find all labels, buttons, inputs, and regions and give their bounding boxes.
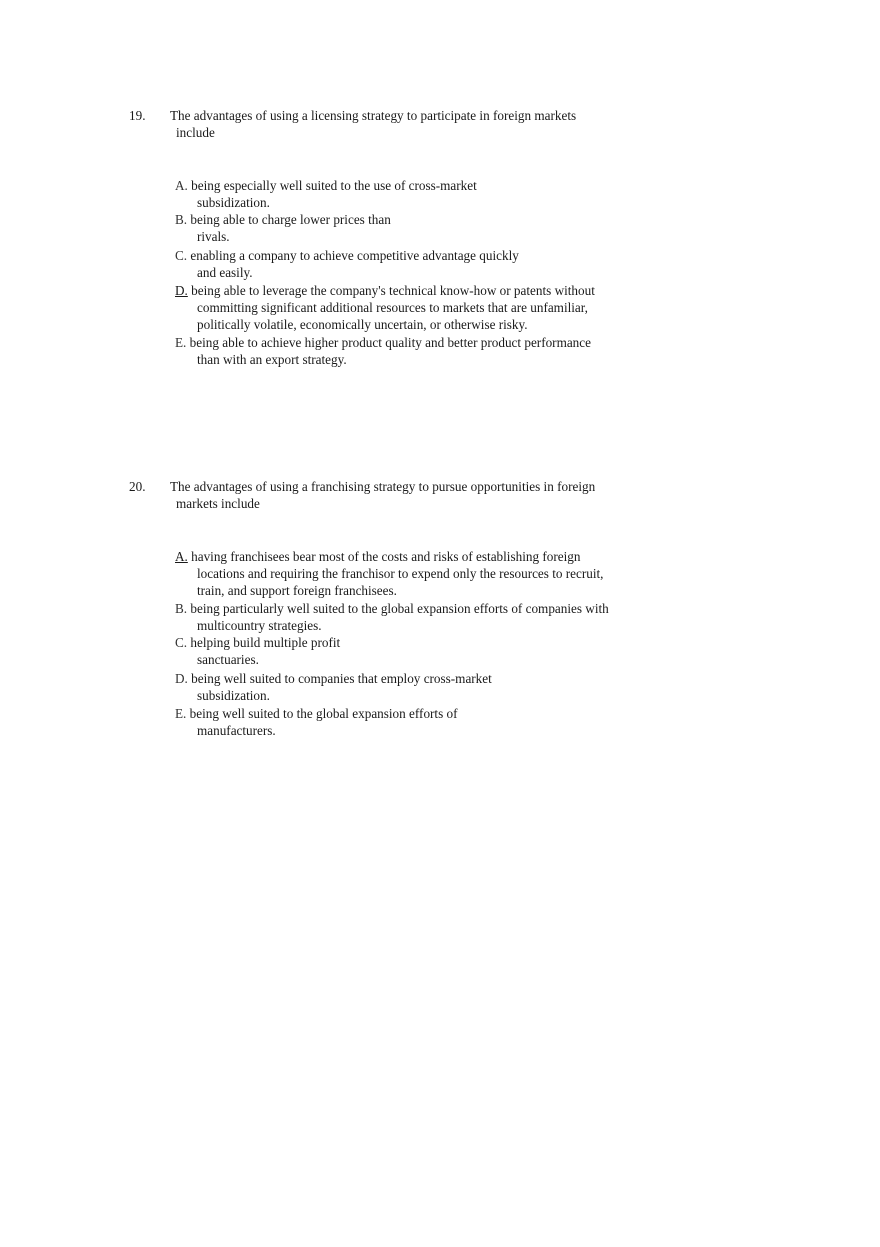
- option-letter-correct: A.: [175, 549, 188, 564]
- option-19-d[interactable]: [175, 282, 665, 333]
- option-20-d[interactable]: [175, 670, 665, 704]
- option-letter: E.: [175, 706, 187, 721]
- option-letter: A.: [175, 178, 188, 193]
- option-text: enabling a company to achieve competitive advantage quickly: [190, 248, 519, 263]
- option-text: being particularly well suited to the global expansion efforts of companies with: [190, 601, 609, 616]
- option-text: train, and support foreign franchisees.: [197, 583, 397, 598]
- option-19-b[interactable]: [175, 211, 665, 245]
- option-text: manufacturers.: [197, 723, 276, 738]
- option-letter: B.: [175, 212, 188, 227]
- option-text: rivals.: [197, 229, 230, 244]
- stem-line: include: [176, 125, 215, 140]
- option-letter: C.: [175, 248, 188, 263]
- option-20-e[interactable]: [175, 705, 665, 739]
- option-letter: B.: [175, 601, 188, 616]
- question-stem: [170, 478, 640, 512]
- option-text: sanctuaries.: [197, 652, 259, 667]
- option-letter: D.: [175, 671, 188, 686]
- question-number: 19.: [129, 108, 146, 123]
- option-text: being able to leverage the company's technical know-how or patents without: [191, 283, 595, 298]
- option-text: politically volatile, economically uncertain, or otherwise risky.: [197, 317, 528, 332]
- option-19-c[interactable]: [175, 247, 665, 281]
- option-text: being especially well suited to the use of cross-market: [191, 178, 477, 193]
- option-20-c[interactable]: [175, 634, 665, 668]
- option-text: helping build multiple profit: [190, 635, 341, 650]
- option-20-b[interactable]: [175, 600, 665, 634]
- stem-line: The advantages of using a franchising strategy to pursue opportunities in foreign: [170, 479, 596, 494]
- option-letter-correct: D.: [175, 283, 188, 298]
- option-letter: E.: [175, 335, 187, 350]
- option-19-e[interactable]: [175, 334, 665, 368]
- option-text: subsidization.: [197, 195, 270, 210]
- option-text: subsidization.: [197, 688, 270, 703]
- option-text: being well suited to the global expansion efforts of: [189, 706, 458, 721]
- option-19-a[interactable]: [175, 177, 665, 211]
- option-text: having franchisees bear most of the costs and risks of establishing foreign: [191, 549, 581, 564]
- option-20-a[interactable]: [175, 548, 665, 599]
- option-text: multicountry strategies.: [197, 618, 322, 633]
- option-text: locations and requiring the franchisor to expend only the resources to recruit,: [197, 566, 604, 581]
- option-text: being able to charge lower prices than: [190, 212, 391, 227]
- option-text: than with an export strategy.: [197, 352, 347, 367]
- option-text: being able to achieve higher product quality and better product performance: [189, 335, 591, 350]
- option-text: and easily.: [197, 265, 253, 280]
- question-number: 20.: [129, 479, 146, 494]
- option-letter: C.: [175, 635, 188, 650]
- option-text: being well suited to companies that employ cross-market: [191, 671, 492, 686]
- stem-line: The advantages of using a licensing strategy to participate in foreign markets: [170, 108, 577, 123]
- option-text: committing significant additional resources to markets that are unfamiliar,: [197, 300, 588, 315]
- question-stem: [170, 107, 640, 141]
- stem-line: markets include: [176, 496, 260, 511]
